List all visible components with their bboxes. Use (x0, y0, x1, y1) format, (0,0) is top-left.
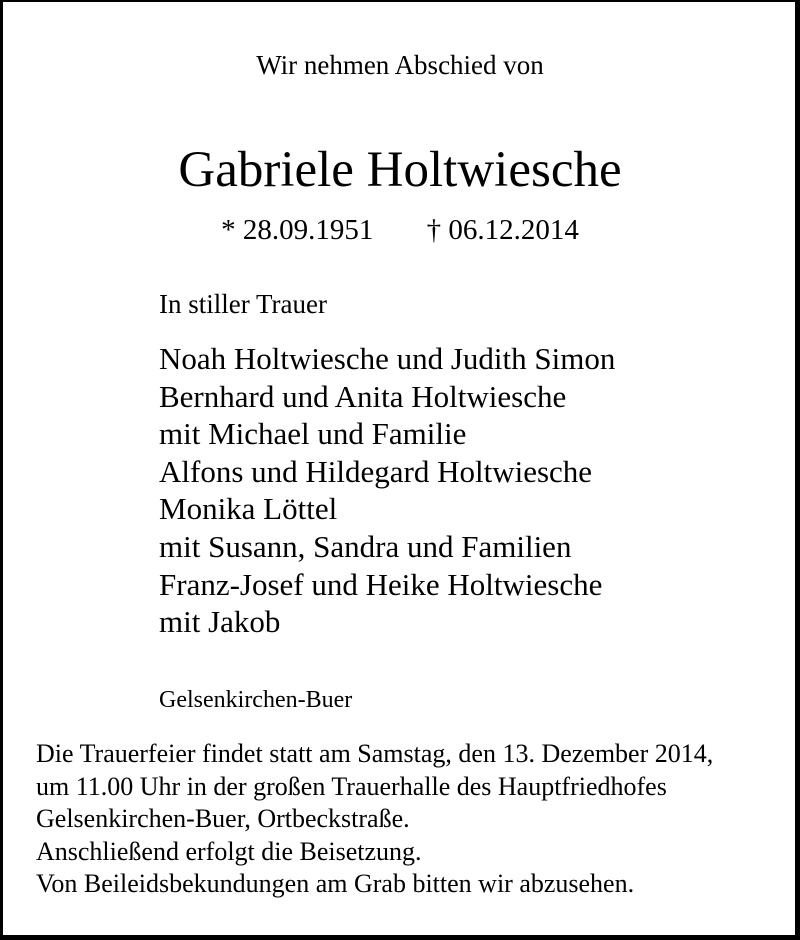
deceased-name: Gabriele Holtwiesche (178, 142, 622, 198)
mourner-line: Monika Löttel (159, 491, 338, 527)
death-date: † 06.12.2014 (426, 214, 579, 246)
life-dates (0, 212, 800, 248)
mourner-line: Bernhard und Anita Holtwiesche (159, 378, 567, 414)
service-line: Anschließend erfolgt die Beisetzung. (36, 836, 422, 866)
mourner-line: Noah Holtwiesche und Judith Simon (159, 341, 616, 376)
mourner-line: Alfons und Hildegard Holtwiesche (159, 453, 593, 489)
birth-date: * 28.09.1951 (221, 214, 374, 246)
mourner-line: mit Susann, Sandra und Familien (159, 528, 572, 564)
mourner-line: mit Jakob (159, 604, 281, 640)
service-line: Gelsenkirchen-Buer, Ortbeckstraße. (36, 804, 410, 833)
intro-text: Wir nehmen Abschied von (256, 50, 544, 80)
service-line: Die Trauerfeier findet statt am Samstag, den 13. Dezember 2014, (36, 739, 714, 768)
service-line: Von Beileidsbekundungen am Grab bitten wir abzusehen. (36, 869, 635, 898)
place-name: Gelsenkirchen-Buer (159, 687, 353, 713)
service-line: um 11.00 Uhr in der großen Trauerhalle des Hauptfriedhofes (36, 771, 667, 801)
mourner-line: Franz-Josef und Heike Holtwiesche (159, 566, 603, 602)
mourning-phrase: In stiller Trauer (159, 289, 327, 319)
service-details (36, 738, 713, 901)
mourner-line: mit Michael und Familie (159, 416, 467, 452)
mourners-list (159, 340, 615, 641)
